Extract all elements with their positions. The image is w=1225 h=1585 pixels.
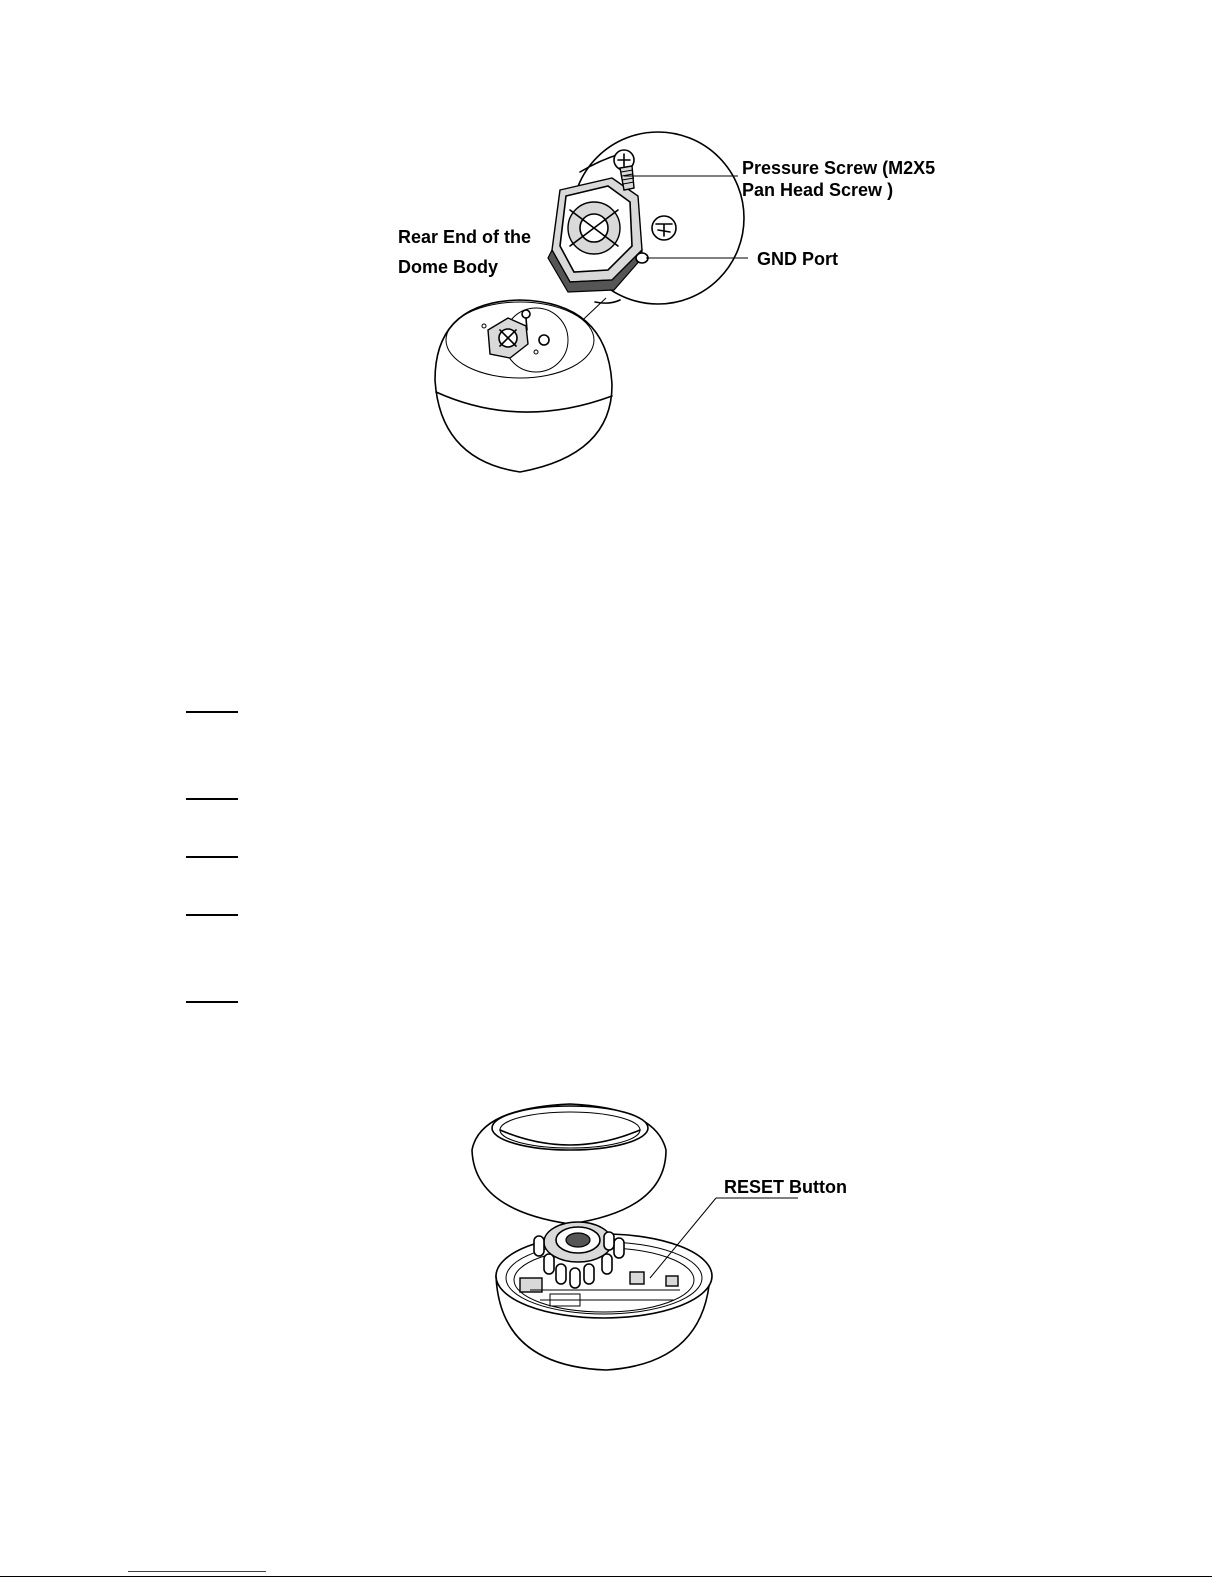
rear-end-label	[398, 222, 531, 282]
gnd-port-label: GND Port	[757, 249, 838, 269]
footer-rule	[0, 1576, 1212, 1577]
pressure-screw-label	[742, 157, 935, 201]
rear-end-label-line1: Rear End of the	[398, 227, 532, 247]
pressure-screw-label-line2: Pan Head Screw )	[742, 180, 894, 200]
rear-end-label-line2: Dome Body	[398, 257, 499, 277]
step-rule-4	[186, 914, 238, 916]
step-rule-3	[186, 856, 238, 858]
step-rule-1	[186, 711, 238, 713]
step-rule-5	[186, 1001, 238, 1003]
reset-button-label: RESET Button	[724, 1177, 847, 1197]
step-rule-2	[186, 798, 238, 800]
pressure-screw-label-line1: Pressure Screw (M2X5	[742, 158, 936, 178]
figure1-callout-lines	[0, 0, 1225, 600]
footer-link-underline[interactable]	[128, 1571, 266, 1572]
figure2-callout-lines	[0, 1100, 1225, 1400]
